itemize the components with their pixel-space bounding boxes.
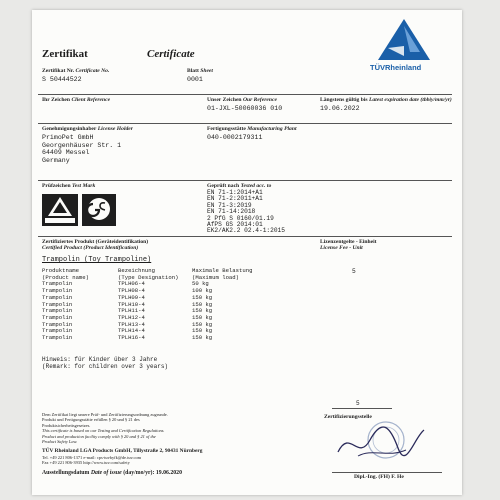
- signature-line: [332, 472, 442, 473]
- divider: [38, 94, 452, 95]
- cert-body-label: Zertifizierungsstelle: [324, 414, 372, 420]
- tested-label: Geprüft nach Tested acc. to: [207, 183, 272, 189]
- contact-info: Tel. +49 221 806-1371 e-mail: cps-tuvbyfk@de.tuv.com Fax +49 221 806-3935 http://www.tuv.com/safety: [42, 455, 142, 466]
- title-en: Certificate: [147, 48, 195, 60]
- divider: [38, 123, 452, 124]
- tested-standards: EN 71-1:2014+A1 EN 71-2:2011+A1 EN 71-3:2019 EN 71-14:2018 2 PfG S 0160/01.19 AfPS GS 2014:01 EK2/AK2.2 02.4-1:2015: [207, 189, 285, 235]
- plant-label: Fertigungsstätte Manufacturing Plant: [207, 126, 297, 132]
- table-header: Produktname: [42, 267, 79, 274]
- fee-total-line: [332, 408, 392, 409]
- product-note: Hinweis: für Kinder über 3 Jahre (Remark: for children over 3 years): [42, 356, 169, 370]
- signature-stamp: [328, 418, 428, 468]
- table-row: Trampolin TPLH10-4 150 kg: [42, 300, 213, 308]
- divider: [38, 236, 452, 237]
- cert-no-label: Zertifikat Nr. Certificate No.: [42, 68, 110, 74]
- brand-name: TÜVRheinland: [370, 63, 422, 72]
- divider: [38, 180, 452, 181]
- table-header: (Maximum load): [192, 273, 239, 281]
- tuv-logo: [364, 16, 444, 74]
- product-name: Trampolin (Toy Trampoline): [42, 256, 152, 264]
- table-header: (Type Designation): [118, 273, 179, 281]
- table-header: (Product name): [42, 273, 89, 281]
- license-fee-label-en: License Fee - Unit: [320, 245, 363, 251]
- cert-no-value: S 50444522: [42, 76, 82, 83]
- license-holder-label: Genehmigungsinhaber License Holder: [42, 126, 133, 132]
- tuv-triangle-icon: [364, 16, 444, 62]
- certified-product-label-en: Certified Product (Product Identification): [42, 245, 139, 251]
- sheet-value: 0001: [187, 76, 203, 83]
- table-header: Maximale Belastung: [192, 267, 253, 274]
- our-ref-label: Unser Zeichen Our Reference: [207, 97, 277, 103]
- table-header: Bezeichnung: [118, 267, 155, 274]
- test-mark-label: Prüfzeichen Test Mark: [42, 183, 96, 189]
- license-fee-label-de: Lizenzentgelte - Einheit: [320, 239, 377, 245]
- client-ref-label: Ihr Zeichen Client Reference: [42, 97, 111, 103]
- table-row: Trampolin TPLH13-4 150 kg: [42, 320, 213, 328]
- license-fee-value: 5: [352, 268, 356, 275]
- table-row: Trampolin TPLH16-4 150 kg: [42, 334, 213, 342]
- title-de: Zertifikat: [42, 48, 88, 60]
- certificate-page: [32, 10, 462, 495]
- table-row: Trampolin TPLH09-4 150 kg: [42, 293, 213, 301]
- company-address: TÜV Rheinland LGA Products GmbH, Tillystraße 2, 90431 Nürnberg: [42, 448, 203, 454]
- expiry-label: Längstens gültig bis Latest expiration date (tbbiy/mm/yr): [320, 97, 452, 103]
- fee-total: 5: [356, 400, 360, 407]
- table-row: Trampolin TPLH12-4 150 kg: [42, 313, 213, 321]
- product-table: [42, 268, 258, 342]
- table-row: Trampolin TPLH08-4 100 kg: [42, 287, 213, 295]
- table-row: Trampolin TPLH14-4 150 kg: [42, 327, 213, 335]
- signer-name: Dipl.-Ing. (FH) F. He: [354, 474, 404, 480]
- certified-product-label-de: Zertifiziertes Produkt (Geräteidentifikation): [42, 239, 149, 245]
- expiry-value: 19.06.2022: [320, 105, 360, 112]
- our-ref-value: 01-JXL-50060036 010: [207, 105, 283, 112]
- legal-text: Dem Zertifikat liegt unsere Prüf- und Zertifizierungsordnung zugrunde. Produkt und Fertigungsstätte erfüllen § 20 und § 21 des Produktsicherheitsgesetzes. This certificate is based on our Testing and Certification Regulations. Product and production facility comply with § 20 and § 21 of the Product Safety Law.: [42, 412, 168, 445]
- sheet-label: Blatt Sheet: [187, 68, 213, 74]
- table-header-row: [42, 275, 258, 282]
- table-row: Trampolin TPLH11-4 150 kg: [42, 307, 213, 315]
- table-row: Trampolin TPLH06-4 50 kg: [42, 280, 209, 288]
- license-holder-address: PrimoPet GmbH Georgenhäuser Str. 1 64409 Messel Germany: [42, 134, 122, 164]
- issue-date-line: Ausstellungsdatum Date of issue (day/mo/yr): 19.06.2020: [42, 470, 182, 476]
- test-mark-seals: [42, 194, 122, 230]
- plant-value: 040-0002179311: [207, 134, 263, 141]
